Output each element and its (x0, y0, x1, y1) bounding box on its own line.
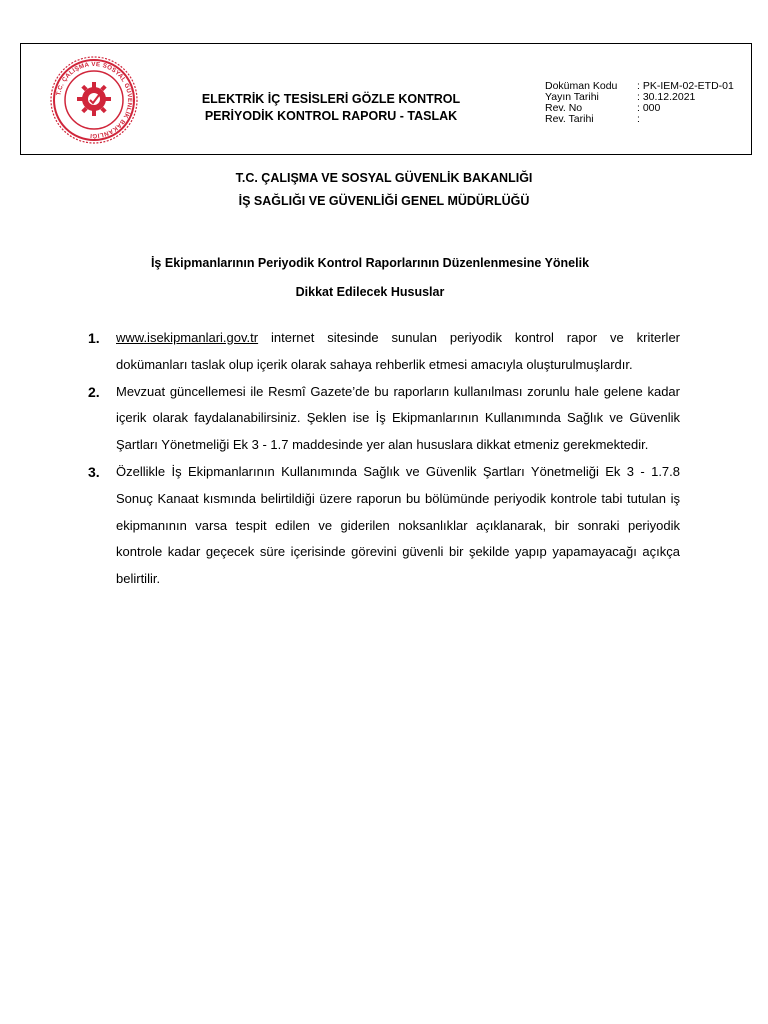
list-item (88, 379, 680, 459)
meta-value: : (637, 113, 640, 125)
list-item-number: 2. (88, 383, 100, 400)
meta-row-revision-date (545, 114, 734, 125)
section-title-line2: Dikkat Edilecek Hususlar (295, 285, 445, 299)
meta-label: Yayın Tarihi (545, 91, 599, 103)
list-item (88, 325, 680, 379)
website-link[interactable]: www.isekipmanlari.gov.tr (116, 330, 259, 345)
list-item-number: 3. (88, 463, 100, 480)
document-meta (545, 81, 734, 125)
meta-label: Doküman Kodu (545, 80, 618, 92)
meta-label: Rev. No (545, 102, 583, 114)
document-header (20, 43, 752, 155)
report-title-line2: PERİYODİK KONTROL RAPORU - TASLAK (204, 109, 458, 123)
list-item-text: internet sitesinde sunulan periyodik kontrol rapor ve kriterler dokümanları taslak olup içerik olarak sahaya rehberlik etmesi amacıyla oluşturulmuşlardır. (116, 330, 680, 372)
report-title (181, 91, 481, 125)
meta-value: : 30.12.2021 (637, 91, 696, 103)
meta-label: Rev. Tarihi (545, 113, 594, 125)
ministry-name: T.C. ÇALIŞMA VE SOSYAL GÜVENLİK BAKANLIĞI (235, 171, 533, 185)
guidelines-list (88, 325, 680, 593)
report-title-line1: ELEKTRİK İÇ TESİSLERİ GÖZLE KONTROL (201, 92, 461, 106)
list-item-text: Mevzuat güncellemesi ile Resmî Gazete’de bu raporların kullanılması zorunlu hale gelene kadar içerik olarak faydalanabilirsiniz. Şeklen ise İş Ekipmanlarının Kullanımında Sağlık ve Güvenlik Şartları Yönetmeliği Ek 3 - 1.7 maddesinde yer alan hususlara dikkat etmeniz gerekmektedir. (116, 383, 680, 453)
list-item (88, 459, 680, 593)
list-item-text: Özellikle İş Ekipmanlarının Kullanımında Sağlık ve Güvenlik Şartları Yönetmeliği Ek 3 - 1.7.8 Sonuç Kanaat kısmında belirtildiği üzere raporun bu bölümünde periyodik kontrole tabi tutulan iş ekipmanının varsa tespit edilen ve giderilen noksanlıklar açıklanarak, bir sonraki periyodik kontrole kadar geçecek süre içerisinde görevini güvenli bir şekilde yapıp yapamayacağı açıkça belirtilir. (116, 463, 680, 587)
list-item-number: 1. (88, 330, 100, 346)
seal-ring-text: T.C. ÇALIŞMA VE SOSYAL GÜVENLİK BAKANLIĞI (55, 60, 134, 140)
directorate-name: İŞ SAĞLIĞI VE GÜVENLİĞİ GENEL MÜDÜRLÜĞÜ (238, 194, 530, 208)
ministry-seal-icon (49, 55, 139, 145)
meta-value: : 000 (637, 102, 661, 114)
meta-value: : PK-IEM-02-ETD-01 (637, 80, 734, 92)
section-title-line1: İş Ekipmanlarının Periyodik Kontrol Raporlarının Düzenlenmesine Yönelik (150, 256, 590, 270)
